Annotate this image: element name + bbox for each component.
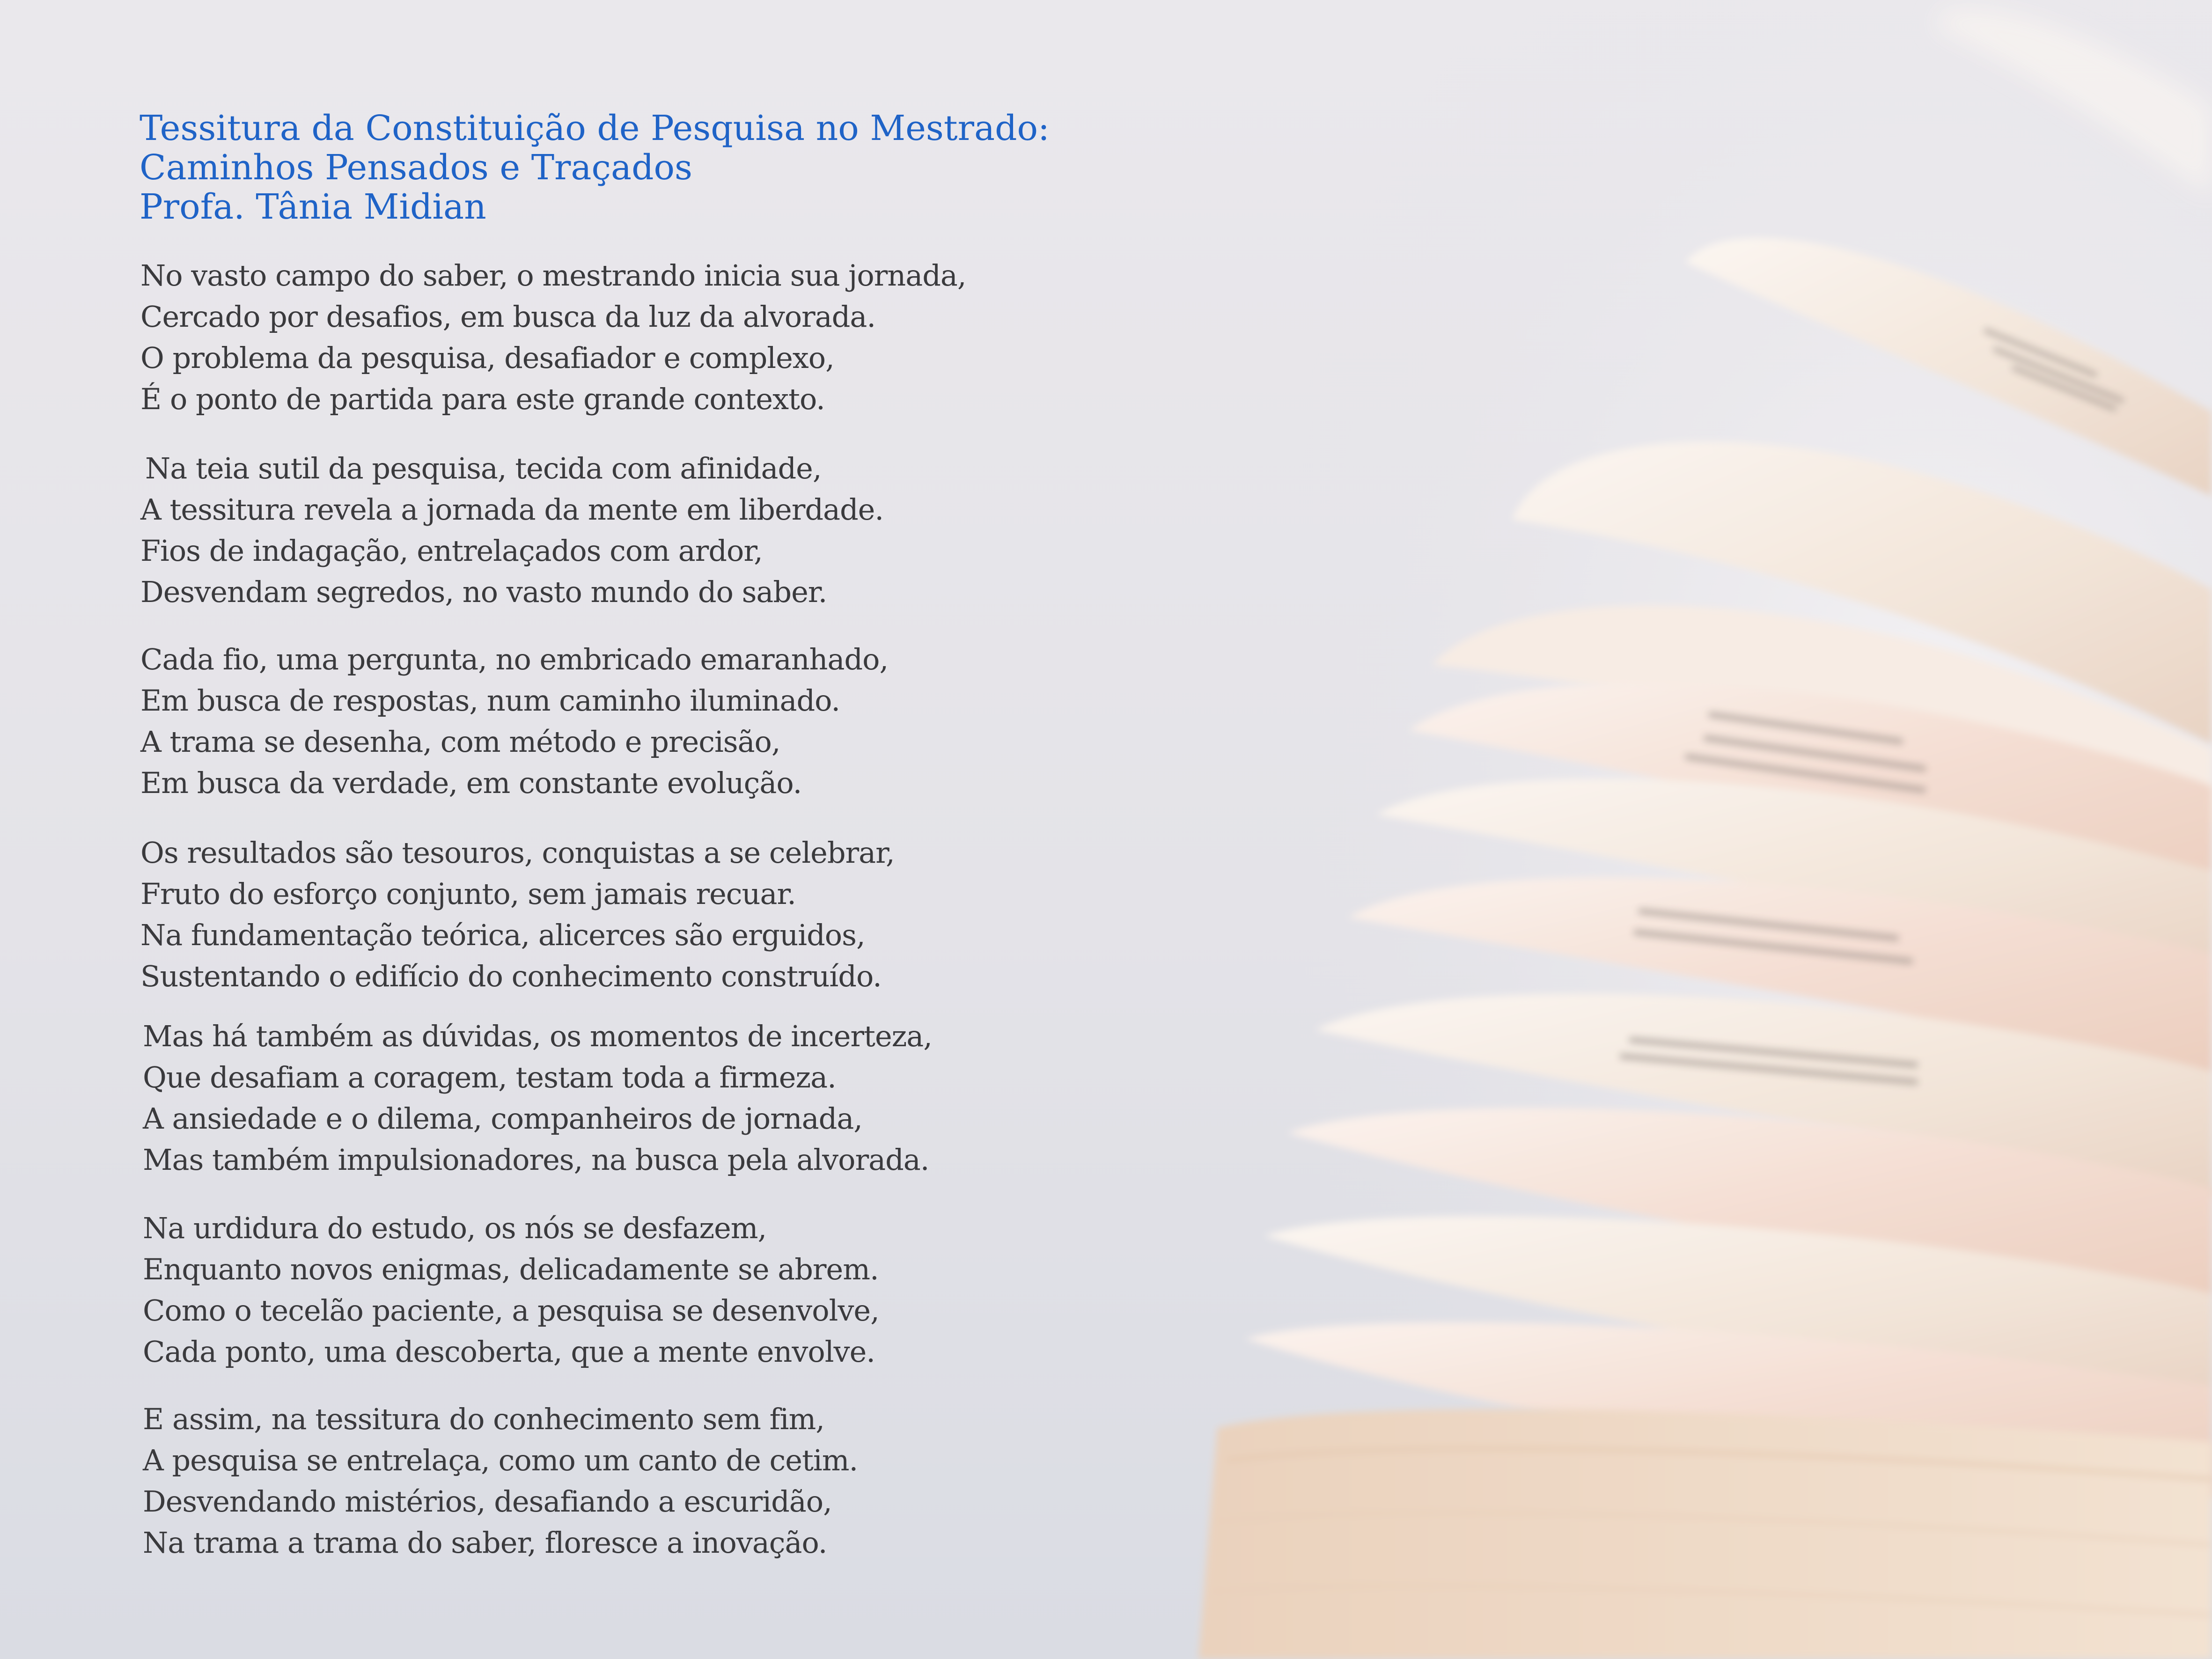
stanza-line: Na urdidura do estudo, os nós se desfazem, <box>143 1211 767 1245</box>
stanza-line: Que desafiam a coragem, testam toda a firmeza. <box>143 1060 836 1094</box>
stanza-line: A tessitura revela a jornada da mente em liberdade. <box>140 492 884 527</box>
poem-title-line-1: Tessitura da Constituição de Pesquisa no Mestrado: <box>140 108 1050 148</box>
stanza-line: Mas há também as dúvidas, os momentos de incerteza, <box>143 1019 932 1053</box>
stanza-line: Cercado por desafios, em busca da luz da alvorada. <box>140 300 876 334</box>
stanza-7 <box>143 1399 858 1564</box>
stanza-line: Fios de indagação, entrelaçados com ardor, <box>140 534 763 568</box>
stanza-line: Na teia sutil da pesquisa, tecida com afinidade, <box>145 451 822 485</box>
stanza-line: No vasto campo do saber, o mestrando inicia sua jornada, <box>140 258 966 293</box>
stanza-line: Desvendando mistérios, desafiando a escuridão, <box>143 1484 832 1519</box>
stanza-line: Na trama a trama do saber, floresce a inovação. <box>143 1526 827 1560</box>
stanza-line: Em busca de respostas, num caminho iluminado. <box>140 683 840 718</box>
stanza-line: A pesquisa se entrelaça, como um canto de cetim. <box>143 1443 858 1477</box>
stanza-line: Na fundamentação teórica, alicerces são erguidos, <box>140 918 865 952</box>
stanza-line: A trama se desenha, com método e precisão, <box>140 725 780 759</box>
stanza-5 <box>143 1016 932 1181</box>
poem-title-block <box>140 109 1050 227</box>
stanza-1 <box>140 255 966 420</box>
stanza-line: Cada ponto, uma descoberta, que a mente envolve. <box>143 1335 875 1369</box>
stanza-line: Como o tecelão paciente, a pesquisa se desenvolve, <box>143 1293 879 1328</box>
stanza-3 <box>140 639 888 804</box>
stanza-line: Fruto do esforço conjunto, sem jamais recuar. <box>140 877 796 911</box>
poem-page <box>0 0 1077 1659</box>
stanza-line: O problema da pesquisa, desafiador e complexo, <box>140 341 834 375</box>
stanza-line: É o ponto de partida para este grande contexto. <box>140 382 825 416</box>
poem-author: Profa. Tânia Midian <box>140 187 486 227</box>
stanza-4 <box>140 832 895 997</box>
stanza-line: Sustentando o edifício do conhecimento construído. <box>140 959 882 993</box>
stanza-line: Desvendam segredos, no vasto mundo do saber. <box>140 575 827 609</box>
poem-title-line-2: Caminhos Pensados e Traçados <box>140 147 693 188</box>
stanza-6 <box>143 1208 879 1373</box>
stanza-line: A ansiedade e o dilema, companheiros de jornada, <box>143 1101 862 1136</box>
stanza-line: Mas também impulsionadores, na busca pela alvorada. <box>143 1143 929 1177</box>
stanza-line: Enquanto novos enigmas, delicadamente se abrem. <box>143 1252 879 1286</box>
stanza-line: Os resultados são tesouros, conquistas a se celebrar, <box>140 836 895 870</box>
stanza-line: Cada fio, uma pergunta, no embricado emaranhado, <box>140 642 889 676</box>
stanza-line: Em busca da verdade, em constante evolução. <box>140 766 802 800</box>
stanza-line: E assim, na tessitura do conhecimento sem fim, <box>143 1402 824 1436</box>
stanza-2 <box>140 448 884 613</box>
